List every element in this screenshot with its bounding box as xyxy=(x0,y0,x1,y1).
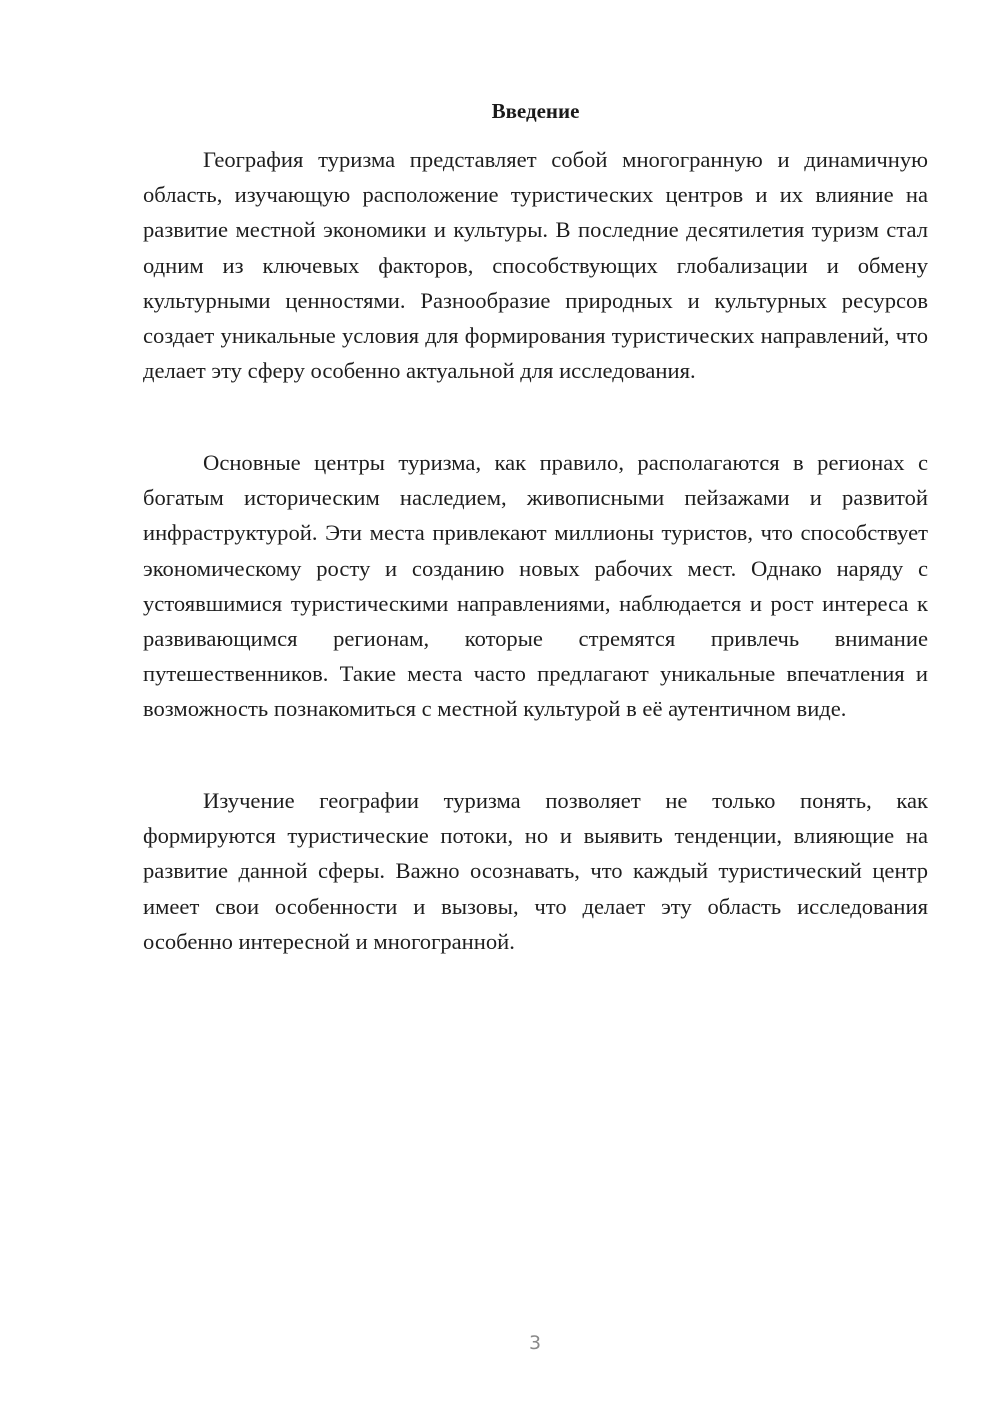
paragraph-3: Изучение географии туризма позволяет не только понять, как формируются туристические потоки, но и выявить тенденции, влияющие на развитие данной сферы. Важно осознавать, что каждый туристический центр имеет свои особенности и вызовы, что делает эту область исследования особенно интересной и многогранной. xyxy=(143,788,928,954)
page-number: 3 xyxy=(528,1332,542,1354)
section-heading: Введение xyxy=(491,99,580,123)
paragraph-2: Основные центры туризма, как правило, располагаются в регионах с богатым историческим наследием, живописными пейзажами и развитой инфраструктурой. Эти места привлекают миллионы туристов, что способствует экономическому росту и созданию новых рабочих мест. Однако наряду с устоявшимися туристическими направлениями, наблюдается и рост интереса к развивающимся регионам, которые стремятся привлечь внимание путешественников. Такие места часто предлагают уникальные впечатления и возможность познакомиться с местной культурой в её аутентичном виде. xyxy=(143,450,928,722)
paragraph-1: География туризма представляет собой многогранную и динамичную область, изучающую расположение туристических центров и их влияние на развитие местной экономики и культуры. В последние десятилетия туризм стал одним из ключевых факторов, способствующих глобализации и обмену культурными ценностями. Разнообразие природных и культурных ресурсов создает уникальные условия для формирования туристических направлений, что делает эту сферу особенно актуальной для исследования. xyxy=(143,147,928,384)
